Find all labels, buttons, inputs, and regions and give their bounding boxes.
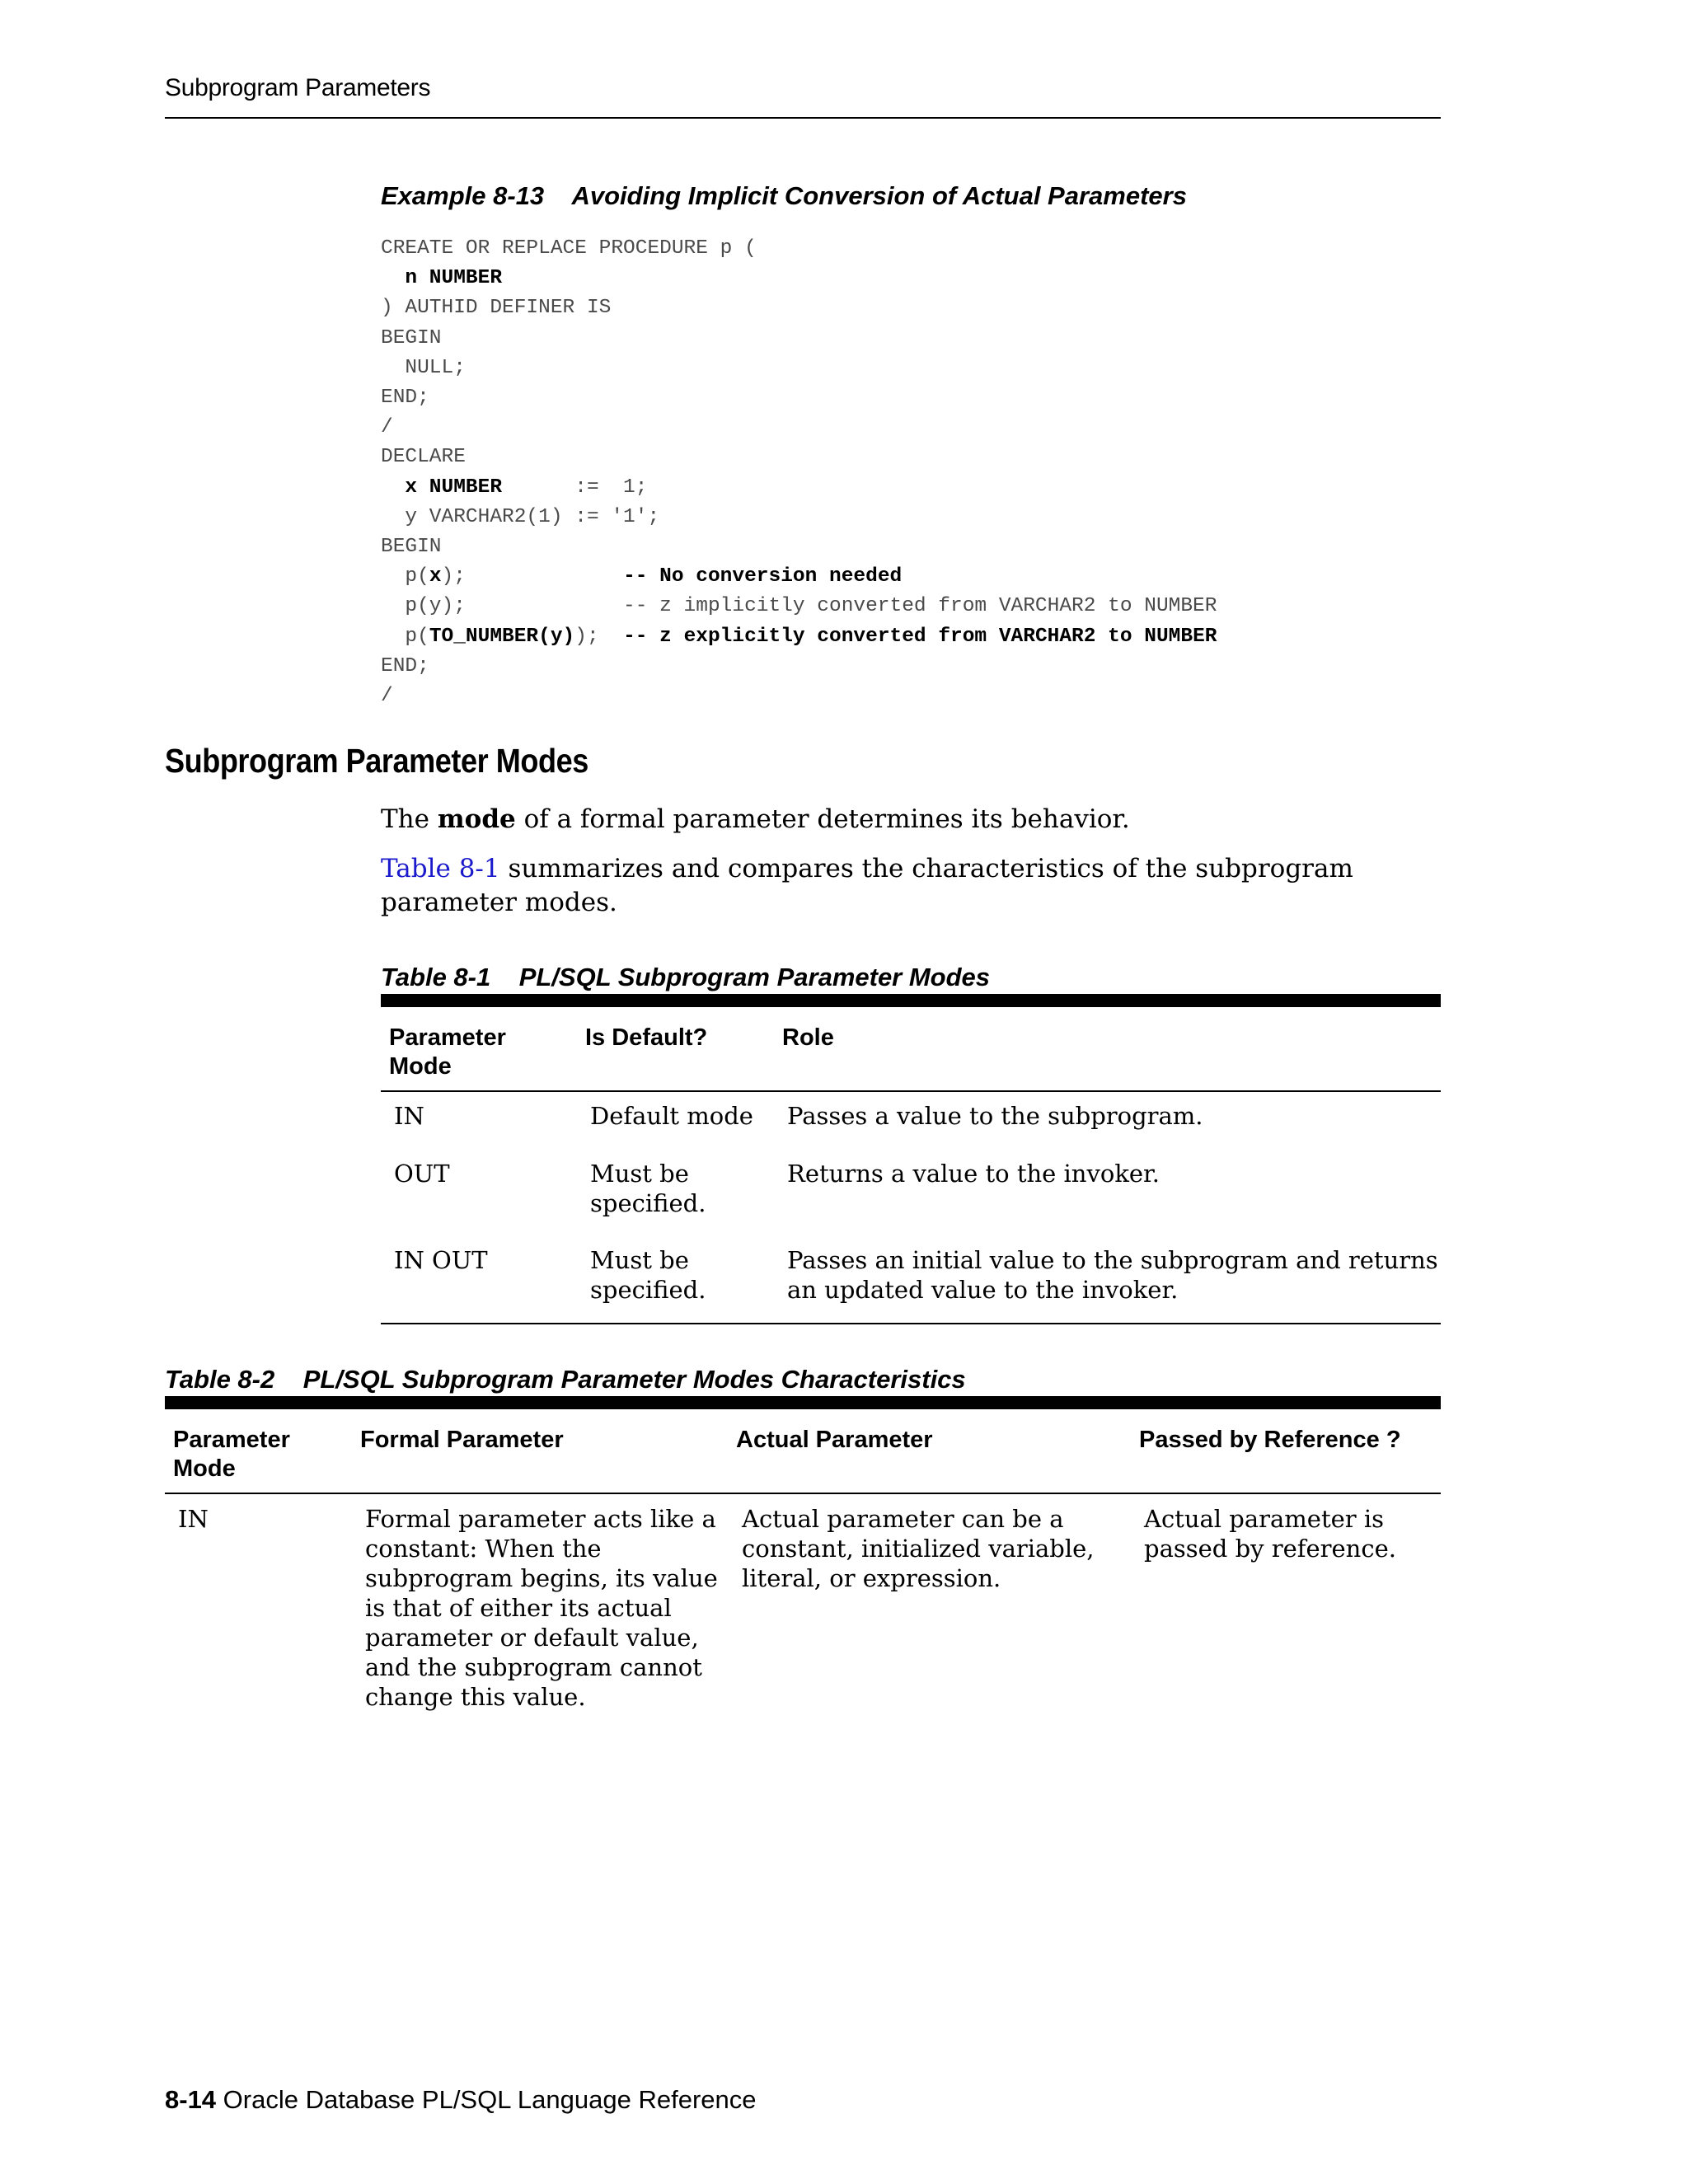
code-text: CREATE OR REPLACE PROCEDURE p (	[381, 237, 757, 260]
code-text: END;	[381, 654, 429, 677]
table-8-2-caption	[165, 1365, 966, 1394]
code-text: END;	[381, 387, 429, 410]
code-text	[381, 476, 405, 499]
table-header-cell: Role	[782, 1024, 834, 1051]
para-text: of a formal parameter determines its behavior.	[515, 804, 1130, 834]
code-text: DECLARE	[381, 446, 466, 469]
code-text: NULL;	[381, 356, 466, 379]
table-cell: Returns a value to the invoker.	[787, 1160, 1160, 1188]
example-label: Example 8-13	[381, 181, 545, 210]
code-line	[381, 357, 466, 379]
table-header-rule	[165, 1493, 1441, 1494]
code-line	[381, 476, 647, 499]
code-emphasis: -- No conversion needed	[623, 565, 903, 588]
table-header-cell: Parameter Mode	[173, 1427, 290, 1482]
code-line	[381, 655, 429, 677]
code-text: ) AUTHID DEFINER IS	[381, 297, 612, 320]
code-line	[381, 387, 429, 409]
header-rule	[165, 117, 1441, 119]
code-line	[381, 267, 502, 289]
code-text: BEGIN	[381, 326, 442, 349]
code-line	[381, 626, 1217, 648]
table-label: Table 8-1	[381, 963, 491, 991]
table-cell: Actual parameter is passed by reference.	[1144, 1505, 1396, 1563]
code-line	[381, 685, 393, 707]
code-text: /	[381, 416, 393, 439]
table-title: PL/SQL Subprogram Parameter Modes Characteristics	[302, 1365, 966, 1394]
code-text: y VARCHAR2(1) := '1';	[381, 505, 660, 528]
code-line	[381, 595, 1217, 617]
table-cell: Default mode	[590, 1102, 753, 1130]
table-header-cell: Actual Parameter	[736, 1427, 933, 1453]
code-text: );	[441, 565, 624, 588]
paragraph-mode	[381, 803, 1444, 837]
code-emphasis: x	[429, 565, 442, 588]
para-text: summarizes and compares the characteristics of the subprogram parameter modes.	[381, 854, 1353, 917]
table-cell: Passes an initial value to the subprogram and returns an updated value to the invoker.	[787, 1246, 1438, 1304]
table-cell: IN	[394, 1102, 424, 1130]
code-example	[381, 234, 1217, 711]
page-number: 8-14	[165, 2085, 217, 2114]
table-header-cell: Parameter Mode	[389, 1024, 506, 1080]
code-line	[381, 297, 611, 319]
table-cell: IN	[178, 1505, 209, 1533]
table-cell: Actual parameter can be a constant, initialized variable, literal, or expression.	[742, 1505, 1095, 1592]
page-footer	[165, 2085, 757, 2115]
code-text: := 1;	[502, 476, 648, 499]
code-text: p(y); -- z implicitly converted from VARCHAR2 to NUMBER	[381, 595, 1217, 618]
table-header-rule	[381, 1090, 1441, 1092]
code-line	[381, 416, 393, 438]
example-title	[381, 181, 1187, 211]
code-emphasis: -- z explicitly converted from VARCHAR2 to NUMBER	[623, 625, 1217, 648]
table-cell: IN OUT	[394, 1246, 488, 1274]
code-line	[381, 327, 442, 349]
book-title: Oracle Database PL/SQL Language Reference	[223, 2085, 757, 2114]
table-top-rule	[165, 1396, 1441, 1409]
code-text: BEGIN	[381, 536, 442, 559]
table-top-rule	[381, 994, 1441, 1007]
table-title: PL/SQL Subprogram Parameter Modes	[518, 963, 991, 991]
code-line	[381, 506, 659, 528]
table-bottom-rule	[381, 1323, 1441, 1324]
table-header-cell: Formal Parameter	[360, 1427, 564, 1453]
table-label: Table 8-2	[165, 1365, 275, 1394]
table-cell: Must be specified.	[590, 1246, 706, 1304]
code-text: /	[381, 685, 393, 708]
paragraph-summary	[381, 852, 1444, 920]
table-cell: Must be specified.	[590, 1160, 706, 1217]
example-caption: Avoiding Implicit Conversion of Actual Parameters	[571, 181, 1187, 210]
table-8-1-link[interactable]: Table 8-1	[381, 854, 500, 883]
table-cell: Passes a value to the subprogram.	[787, 1102, 1203, 1130]
code-emphasis: TO_NUMBER(y)	[429, 625, 575, 648]
code-text	[381, 267, 405, 289]
table-header-cell: Is Default?	[585, 1024, 708, 1051]
code-emphasis: n NUMBER	[405, 267, 503, 290]
code-text: p(	[381, 565, 429, 588]
running-header: Subprogram Parameters	[165, 74, 431, 101]
table-header-cell: Passed by Reference ?	[1139, 1427, 1401, 1453]
table-cell: Formal parameter acts like a constant: When the subprogram begins, its value is that of either its actual parameter or default value, and the subprogram cannot change this value.	[365, 1505, 718, 1711]
code-emphasis: x NUMBER	[405, 476, 503, 499]
code-line	[381, 237, 757, 260]
code-text: );	[574, 625, 624, 648]
code-text: p(	[381, 625, 429, 648]
code-line	[381, 536, 442, 558]
table-cell: OUT	[394, 1160, 450, 1188]
code-line	[381, 446, 466, 468]
para-text: The	[381, 804, 438, 834]
para-bold-term: mode	[437, 804, 516, 834]
code-line	[381, 565, 902, 588]
table-8-1-caption	[381, 963, 990, 992]
section-heading: Subprogram Parameter Modes	[165, 742, 588, 780]
